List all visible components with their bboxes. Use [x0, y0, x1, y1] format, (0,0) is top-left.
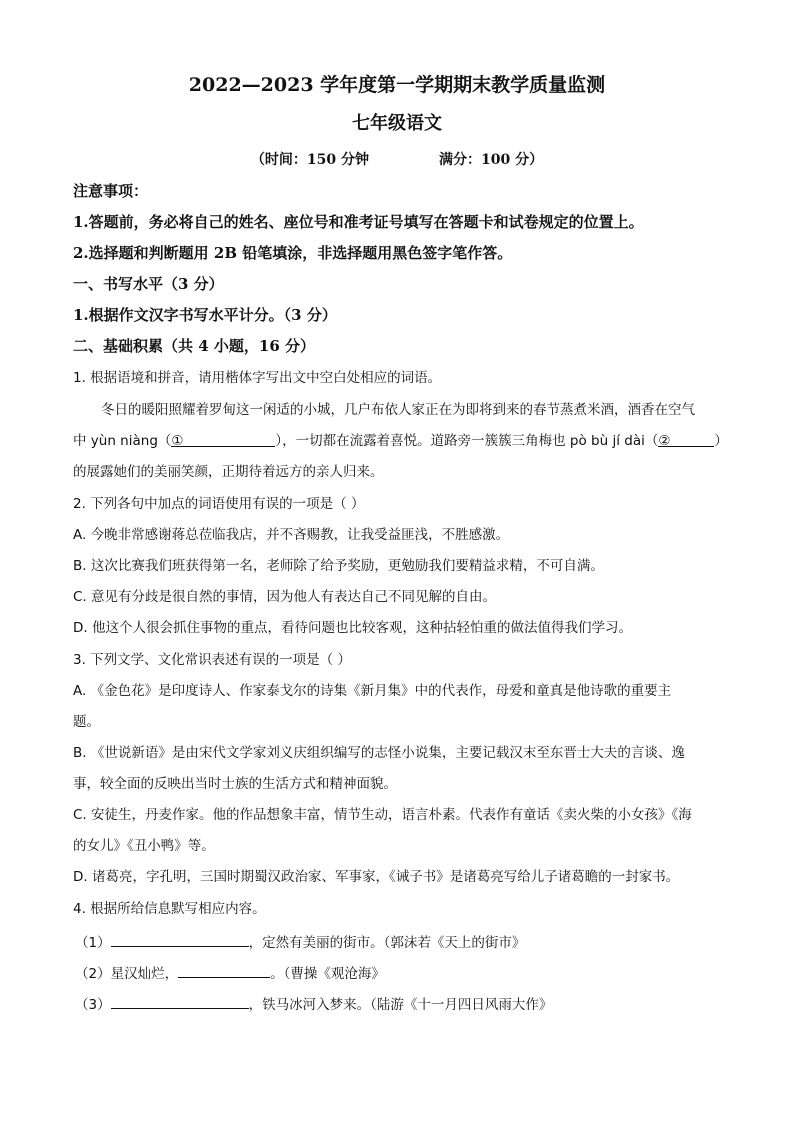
q2-prompt: 2. 下列各句中加点的词语使用有误的一项是（ ） — [73, 496, 365, 512]
section-1-item: 1.根据作文汉字书写水平计分。（3 分） — [73, 306, 337, 324]
section-2-heading: 二、基础积累（共 4 小题，16 分） — [73, 337, 315, 355]
q4-prompt: 4. 根据所给信息默写相应内容。 — [73, 901, 266, 917]
note-item-1: 1.答题前，务必将自己的姓名、座位号和准考证号填写在答题卡和试卷规定的位置上。 — [73, 213, 644, 231]
q1-text-c: ） — [714, 433, 728, 449]
blank-2-label: ② — [658, 433, 671, 449]
exam-score: 满分：100 分） — [439, 152, 544, 168]
q3-prompt: 3. 下列文学、文化常识表述有误的一项是（ ） — [73, 652, 351, 668]
q1-passage-line-2 — [73, 431, 728, 451]
q1-text-b: ），一切都在流露着喜悦。道路旁一簇簇三角梅也 pò bù jí dài（ — [275, 433, 659, 449]
q1-passage-line-3: 的展露她们的美丽笑颜，正期待着远方的亲人归来。 — [73, 464, 384, 480]
q3-option-d: D. 诸葛亮，字孔明，三国时期蜀汉政治家、军事家，《诫子书》是诸葛亮写给儿子诸葛瞻的一封家书。 — [73, 869, 680, 885]
q4-blank-2[interactable] — [178, 962, 270, 978]
q4-item-3-text: ，铁马冰河入梦来。（陆游《十一月四日风雨大作》 — [248, 997, 553, 1013]
q4-item-2-text-a: （2）星汉灿烂， — [75, 966, 179, 982]
q2-option-d: D. 他这个人很会抓住事物的重点，看待问题也比较客观，这种拈轻怕重的做法值得我们学习。 — [73, 620, 632, 636]
page-title: 2022—2023 学年度第一学期期末教学质量监测 — [188, 74, 606, 96]
q1-passage-line-1: 冬日的暖阳照耀着罗甸这一闲适的小城，几户布依人家正在为即将到来的春节蒸煮米酒，酒香在空气 — [101, 402, 695, 418]
q2-option-b: B. 这次比赛我们班获得第一名，老师除了给予奖励，更勉励我们要精益求精，不可自满。 — [73, 558, 604, 574]
q2-option-a: A. 今晚非常感谢蒋总莅临我店，并不吝赐教，让我受益匪浅，不胜感激。 — [73, 527, 510, 543]
q4-item-2-text-b: 。（曹操《观沧海》 — [270, 966, 385, 982]
q4-item-3-number: （3） — [75, 997, 111, 1013]
q4-item-2 — [75, 962, 724, 984]
q2-option-c: C. 意见有分歧是很自然的事情，因为他人有表达自己不同见解的自由。 — [73, 589, 497, 605]
q3-option-c-line-2: 的女儿》《丑小鸭》等。 — [73, 838, 215, 854]
q4-item-1-text: ，定然有美丽的街市。（郭沫若《天上的街市》 — [248, 935, 526, 951]
blank-1-label: ① — [171, 433, 184, 449]
page-subtitle: 七年级语文 — [352, 113, 442, 134]
q1-prompt: 1. 根据语境和拼音，请用楷体字写出文中空白处相应的词语。 — [73, 370, 442, 386]
exam-time: （时间：150 分钟 — [250, 152, 369, 168]
q3-option-b-line-2: 事，较全面的反映出当时士族的生活方式和精神面貌。 — [73, 776, 397, 792]
q3-option-a-line-2: 题。 — [73, 714, 100, 730]
q1-blank-2[interactable] — [658, 431, 714, 447]
note-item-2: 2.选择题和判断题用 2B 铅笔填涂，非选择题用黑色签字笔作答。 — [73, 244, 513, 262]
q1-blank-1[interactable] — [171, 431, 275, 447]
q1-text-a: 中 yùn niàng（ — [73, 433, 172, 449]
q4-blank-3[interactable] — [111, 993, 249, 1009]
q4-item-3 — [75, 993, 724, 1015]
q3-option-c-line-1: C. 安徒生，丹麦作家。他的作品想象丰富，情节生动，语言朴素。代表作有童话《卖火柴的小女孩》《海 — [73, 807, 692, 823]
q4-blank-1[interactable] — [111, 931, 249, 947]
section-1-heading: 一、书写水平（3 分） — [73, 275, 224, 293]
q4-item-1-number: （1） — [75, 935, 111, 951]
q4-item-1 — [75, 931, 724, 953]
q3-option-b-line-1: B. 《世说新语》是由宋代文学家刘义庆组织编写的志怪小说集，主要记载汉末至东晋士大夫的言谈、逸 — [73, 745, 685, 761]
q3-option-a-line-1: A. 《金色花》是印度诗人、作家泰戈尔的诗集《新月集》中的代表作，母爱和童真是他诗歌的重要主 — [73, 683, 672, 699]
exam-meta — [0, 150, 794, 170]
notes-heading: 注意事项： — [73, 182, 149, 200]
